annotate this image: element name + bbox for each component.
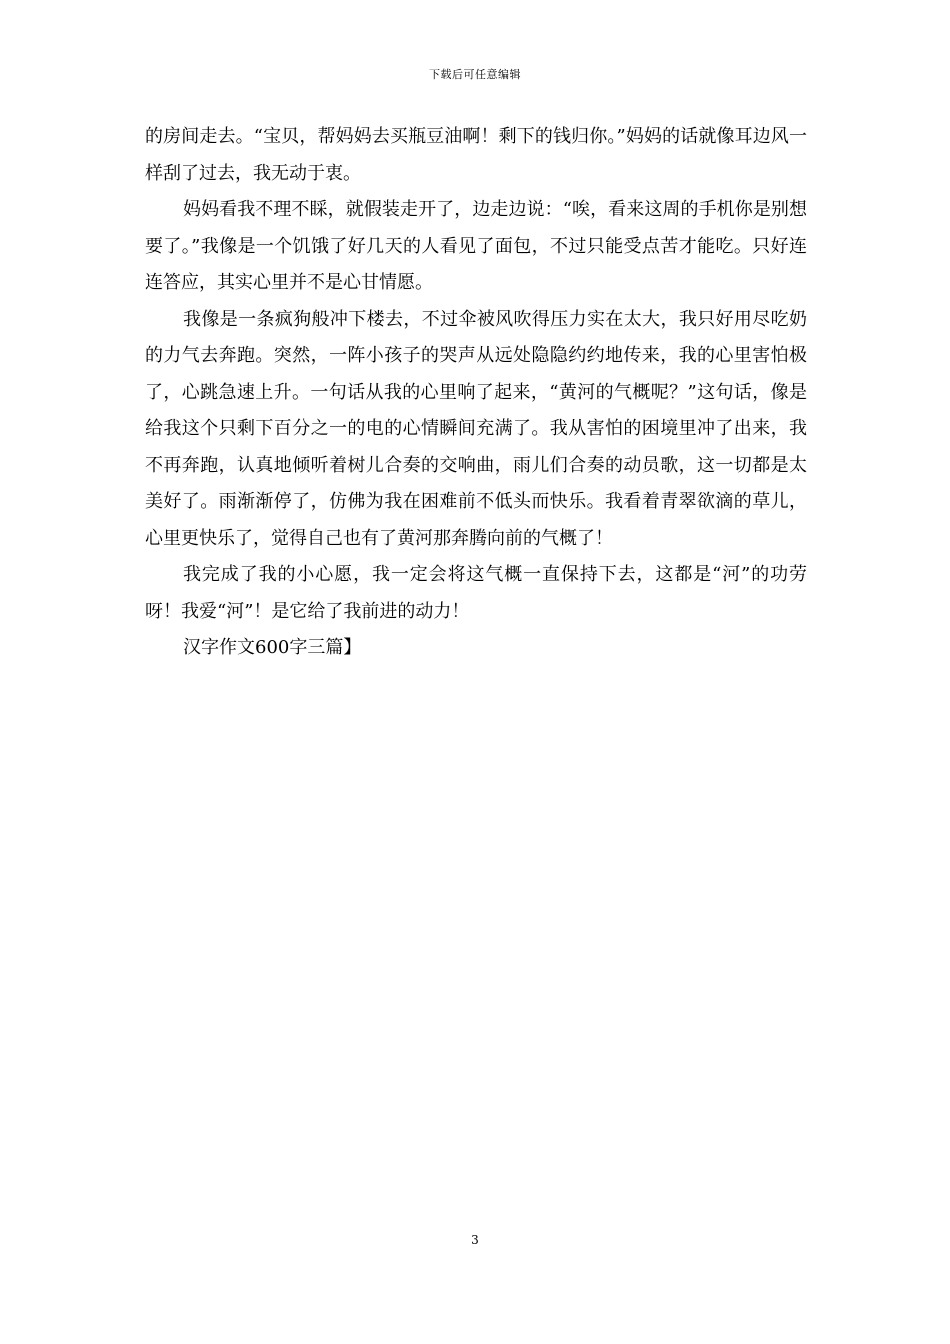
paragraph: 我像是一条疯狗般冲下楼去，不过伞被风吹得压力实在太大，我只好用尽吃奶的力气去奔跑。突然，一阵小孩子的哭声从远处隐隐约约地传来，我的心里害怕极了，心跳急速上升。一句话从我的心里响了起来，“黄河的气概呢？”这句话，像是给我这个只剩下百分之一的电的心情瞬间充满了。我从害怕的困境里冲了出来，我不再奔跑，认真地倾听着树儿合奏的交响曲，雨儿们合奏的动员歌，这一切都是太美好了。雨渐渐停了，仿佛为我在困难前不低头而快乐。我看着青翠欲滴的草儿，心里更快乐了，觉得自己也有了黄河那奔腾向前的气概了！ [145,308,807,549]
paragraph: 我完成了我的小心愿，我一定会将这气概一直保持下去，这都是“河”的功劳呀！我爱“河”！是它给了我前进的动力！ [145,564,807,622]
section-heading: 汉字作文600字三篇】 [183,637,362,658]
document-body [145,119,807,667]
page-number: 3 [471,1233,479,1247]
page-header: 下载后可任意编辑 [429,68,521,81]
paragraph: 妈妈看我不理不睬，就假装走开了，边走边说：“唉，看来这周的手机你是别想要了。”我像是一个饥饿了好几天的人看见了面包，不过只能受点苦才能吃。只好连连答应，其实心里并不是心甘情愿。 [145,199,807,293]
paragraph-continuation: 的房间走去。“宝贝，帮妈妈去买瓶豆油啊！剩下的钱归你。”妈妈的话就像耳边风一样刮了过去，我无动于衷。 [145,126,807,184]
